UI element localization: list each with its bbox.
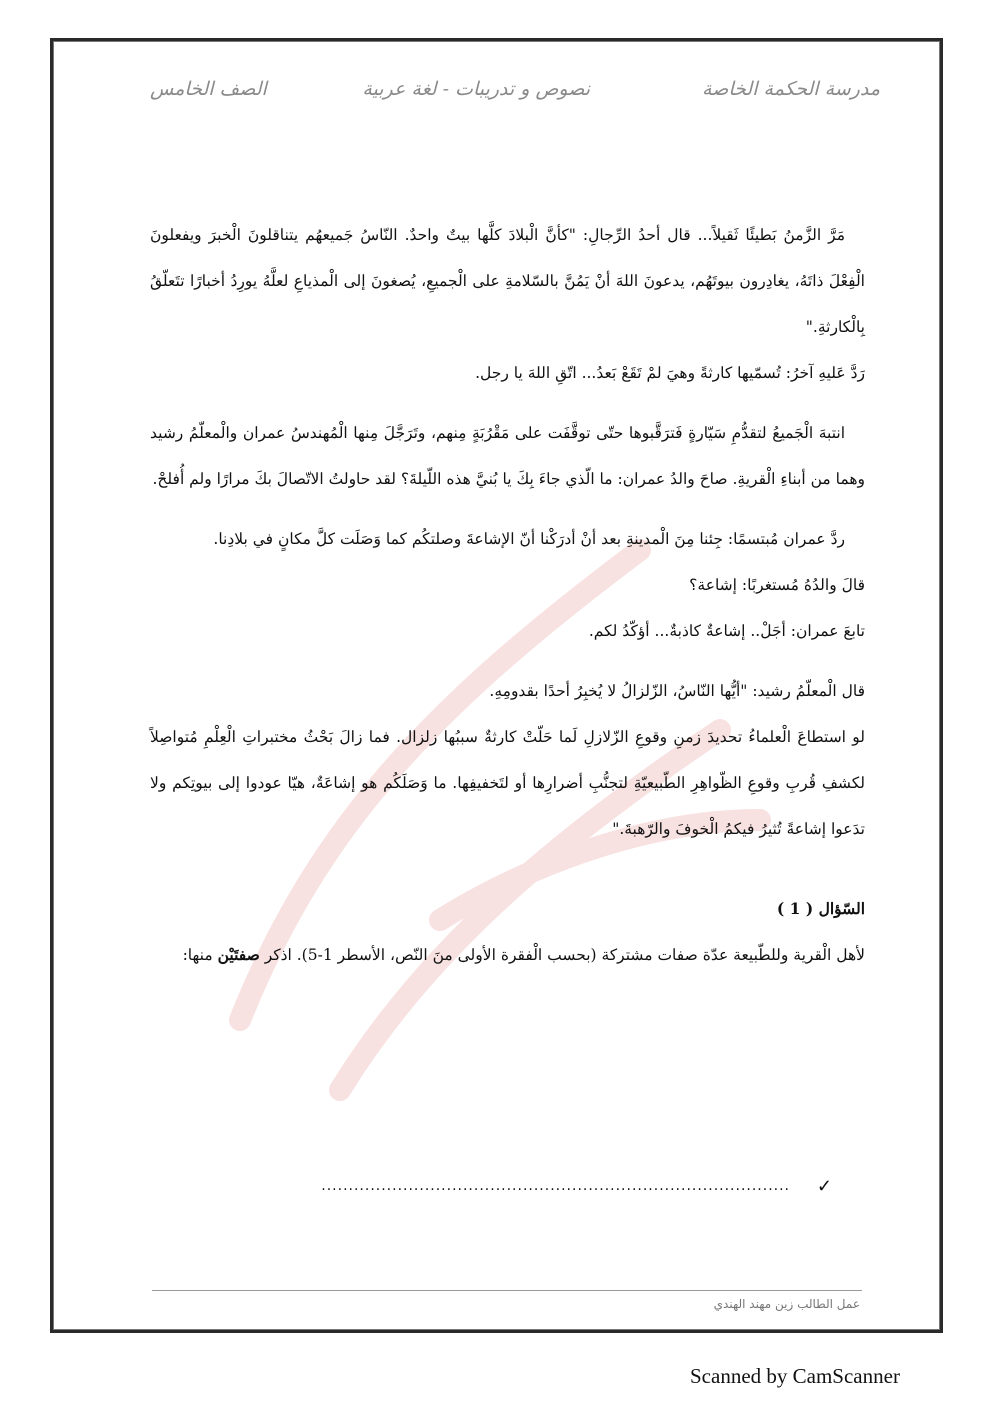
paragraph-5: قالَ والدُهُ مُستغربًا: إشاعة؟ <box>689 576 865 594</box>
subject-title: نصوص و تدريبات - لغة عربية <box>362 78 590 100</box>
reading-passage <box>150 212 865 978</box>
paragraph-8: لو استطاعَ الْعلماءُ تحديدَ زمنِ وقوعِ الزّلازلِ لَما حَلّتْ كارثةٌ سببُها زلزال. فما زالَ بَحْثُ مختبراتِ الْعِلْمِ مُتواصِلاً لكشفِ قُربِ وقوعِ الظّواهِرِ الطّبيعيّةِ لتجنُّبِ أضرارِها أو لتَخفيفِها. ما وَصَلَكُم هو إشاعَةٌ، هيّا عودوا إلى بيوتِكم ولا تدَعوا إشاعةً تُثيرُ فيكمُ الْخوفَ والرّهبةَ." <box>150 728 865 838</box>
paragraph-7: قال الْمعلّمُ رشيد: "أيُّها النّاسُ، الزّلزالُ لا يُخبِرُ أحدًا بقدومِهِ. <box>489 682 865 700</box>
answer-line[interactable] <box>200 1176 860 1206</box>
question-prompt: لأهل الْقرية وللطّبيعة عدّة صفات مشتركة (بحسب الْفقرة الأولى منَ النّص، الأسطر 1-5). اذكر <box>264 946 865 964</box>
question-title: السّؤال ( 1 ) <box>776 899 865 918</box>
grade-label: الصف الخامس <box>150 78 267 100</box>
paragraph-3: انتبهَ الْجَميعُ لتقدُّمِ سَيّارةٍ فَترَقَّبوها حتّى توقَّفَت على مَقْرُبَةٍ مِنهم، وتَرَجَّلَ مِنها الْمُهندسُ عمران والْمعلّمُ رشيد وهما من أبناءِ الْقريةِ. صاحَ والدُ عمران: ما الّذي جاءَ بِكَ يا بُنيَّ هذه اللّيلةَ؟ لقد حاولتُ الاتّصالَ بكَ مرارًا ولم أُفلحْ. <box>150 424 865 488</box>
paragraph-4: ردَّ عمران مُبتسمًا: جِئنا مِنَ الْمدينةِ بعد أنْ أدرَكْنا أنّ الإشاعةَ وصلتكُم كما وَصَلَت كلَّ مكانٍ في بلادِنا. <box>213 530 845 548</box>
footer-credit: عمل الطالب زين مهند الهندي <box>713 1297 860 1311</box>
paragraph-1: مَرَّ الزَّمنُ بَطيئًا ثَقيلاً... قال أحدُ الرِّجالِ: "كأنَّ الْبلادَ كلَّها بيتٌ واحدٌ. النّاسُ جَميعهُم يتناقلونَ الْخبرَ ويفعلونَ الْفِعْلَ ذاتَهُ، يغادِرون بيوتَهُم، يدعونَ اللهَ أنْ يَمُنَّ بالسّلامةِ على الْجميعِ، يُصغونَ إلى الْمذياعِ لعلَّهُ يورِدُ أخبارًا تتَعلّقُ بِالْكارثةِ." <box>150 226 865 336</box>
paragraph-6: تابعَ عمران: أجَلْ.. إشاعةٌ كاذبةٌ... أؤكّدُ لكم. <box>588 622 865 640</box>
answer-dots: ...................................................................................... <box>321 1178 790 1194</box>
paragraph-2: رَدَّ عَليهِ آخرُ: تُسمّيها كارثةً وهيَ لمْ تَقَعْ بَعدُ... اتّقِ اللهَ يا رجل. <box>475 364 865 382</box>
check-icon: ✓ <box>816 1176 832 1197</box>
question-bold-word: صفتَيْن <box>217 945 260 964</box>
question-text <box>150 932 865 978</box>
scanner-label: Scanned by CamScanner <box>690 1364 900 1388</box>
page-header <box>120 78 880 118</box>
footer-divider <box>152 1290 862 1291</box>
school-name: مدرسة الحكمة الخاصة <box>702 78 880 100</box>
question-prompt-end: منها: <box>182 946 213 964</box>
